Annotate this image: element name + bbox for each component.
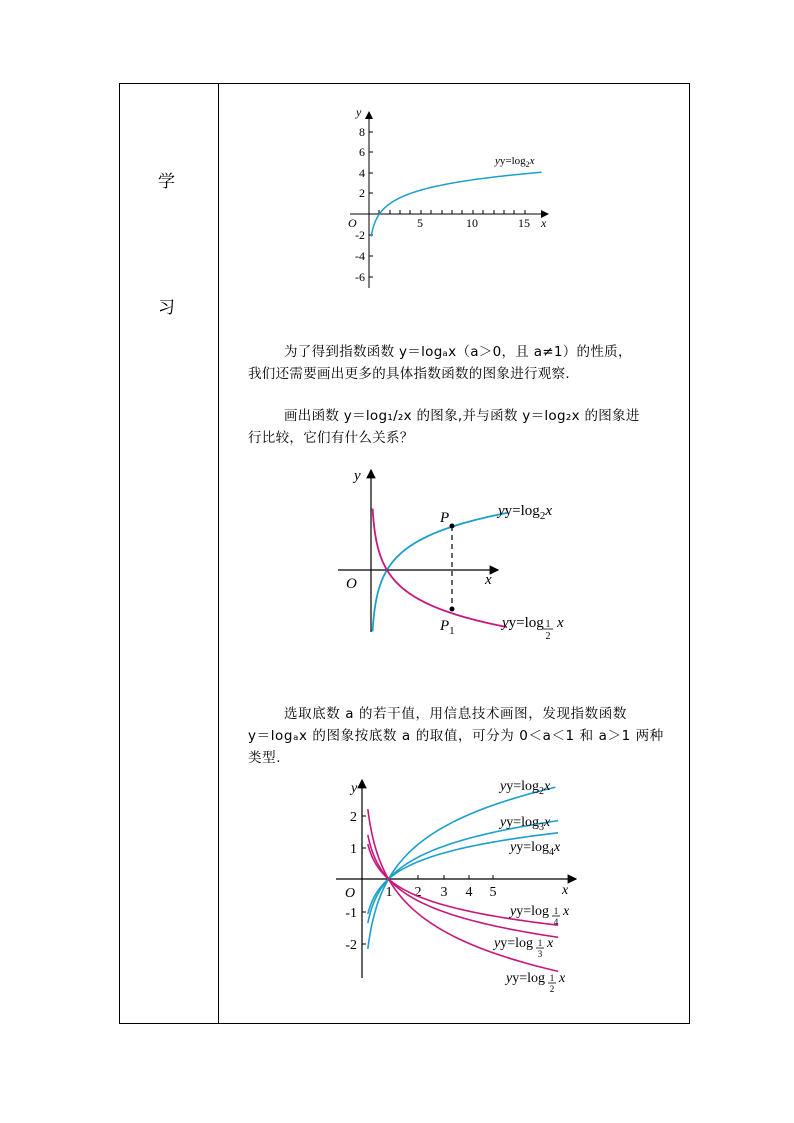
graph-symmetric-logs — [330, 460, 590, 640]
y-axis-label: y — [356, 105, 362, 119]
y-tick-label: -6 — [355, 270, 365, 284]
x-axis-label: x — [562, 883, 569, 898]
y-axis-label: y — [354, 468, 361, 484]
y-tick-label: 8 — [359, 125, 365, 139]
origin-label: O — [346, 576, 357, 592]
svg-text:x: x — [559, 971, 566, 986]
x-axis-label: x — [485, 572, 492, 588]
point-p — [450, 524, 455, 529]
x-tick-label: 5 — [417, 216, 423, 230]
label-log-half — [504, 971, 566, 994]
svg-text:2: 2 — [545, 631, 551, 640]
x-axis-label: x — [541, 216, 547, 230]
paragraph-intro — [248, 341, 688, 385]
svg-text:2: 2 — [549, 984, 555, 994]
svg-text:4: 4 — [553, 917, 559, 927]
y-tick-label: -2 — [345, 938, 357, 953]
y-axis-label: y — [351, 781, 358, 796]
paragraph-line: 选取底数 a 的若干值，用信息技术画图，发现指数函数 — [284, 706, 627, 722]
log2-curve — [368, 787, 556, 949]
y-tick-label: -4 — [355, 249, 365, 263]
y-tick-label: 6 — [359, 145, 365, 159]
paragraph-question — [248, 405, 688, 449]
x-tick-label: 1 — [385, 885, 393, 900]
paragraph-line: 行比较，它们有什么关系？ — [248, 430, 414, 446]
y-tick-label: -2 — [355, 228, 365, 242]
label-log2: $yy=\log_2x$ — [500, 779, 551, 797]
y-tick-label: -1 — [345, 906, 357, 921]
x-tick-label: 15 — [518, 216, 530, 230]
x-tick-label: 10 — [466, 216, 478, 230]
svg-text:1: 1 — [537, 938, 543, 948]
svg-text:x: x — [563, 904, 570, 919]
svg-text:yy=log: yy=log — [494, 936, 534, 951]
paragraph-line: 画出函数 y＝log₁/₂x 的图象,并与函数 y＝log₂x 的图象进 — [284, 408, 640, 424]
paragraph-types — [248, 703, 688, 769]
side-label-xue: 学 — [158, 172, 175, 192]
point-p1-label: $P_1$ — [440, 618, 455, 637]
graph-log2 — [330, 100, 560, 290]
svg-text:1: 1 — [549, 973, 555, 983]
svg-text:yy=log: yy=log — [510, 904, 550, 919]
graph-log-family — [330, 772, 600, 994]
curve-label: $yy=\log_2x$ — [495, 155, 535, 169]
origin-label: O — [348, 216, 357, 230]
paragraph-line: y＝logₐx 的图象按底数 a 的取值，可分为 0＜a＜1 和 a＞1 两种 — [248, 728, 664, 744]
svg-text:yy=log: yy=log — [506, 971, 546, 986]
x-tick-label: 2 — [414, 885, 422, 900]
paragraph-line: 类型. — [248, 750, 282, 766]
log-half-curve — [373, 509, 507, 628]
y-tick-label: 4 — [359, 166, 365, 180]
curve-label-top: $yy=\log_2x$ — [498, 503, 552, 522]
svg-text:yy=log: yy=log — [502, 615, 544, 631]
paragraph-line: 我们还需要画出更多的具体指数函数的图象进行观察. — [248, 366, 570, 382]
svg-text:x: x — [547, 936, 554, 951]
y-tick-label: 2 — [359, 186, 365, 200]
svg-text:x: x — [557, 615, 564, 631]
y-tick-label: 2 — [350, 810, 357, 825]
curve-label-bottom — [500, 615, 564, 640]
point-p-label: P — [440, 510, 450, 526]
svg-text:1: 1 — [545, 619, 551, 630]
x-tick-label: 4 — [465, 885, 473, 900]
x-tick-label: 5 — [489, 885, 497, 900]
svg-text:1: 1 — [553, 906, 559, 916]
paragraph-line: 为了得到指数函数 y＝logₐx（a＞0，且 a≠1）的性质， — [284, 344, 632, 360]
x-tick-label: 3 — [440, 885, 448, 900]
label-log4: $yy=\log_4x$ — [510, 840, 561, 858]
label-log3: $yy=\log_3x$ — [500, 815, 551, 833]
log2-curve — [371, 172, 541, 236]
y-tick-label: 1 — [350, 842, 357, 857]
side-label-xi: 习 — [158, 298, 175, 318]
svg-text:3: 3 — [537, 949, 543, 959]
table-column-divider — [218, 83, 219, 1024]
point-p1 — [450, 607, 455, 612]
origin-label: O — [345, 886, 356, 901]
